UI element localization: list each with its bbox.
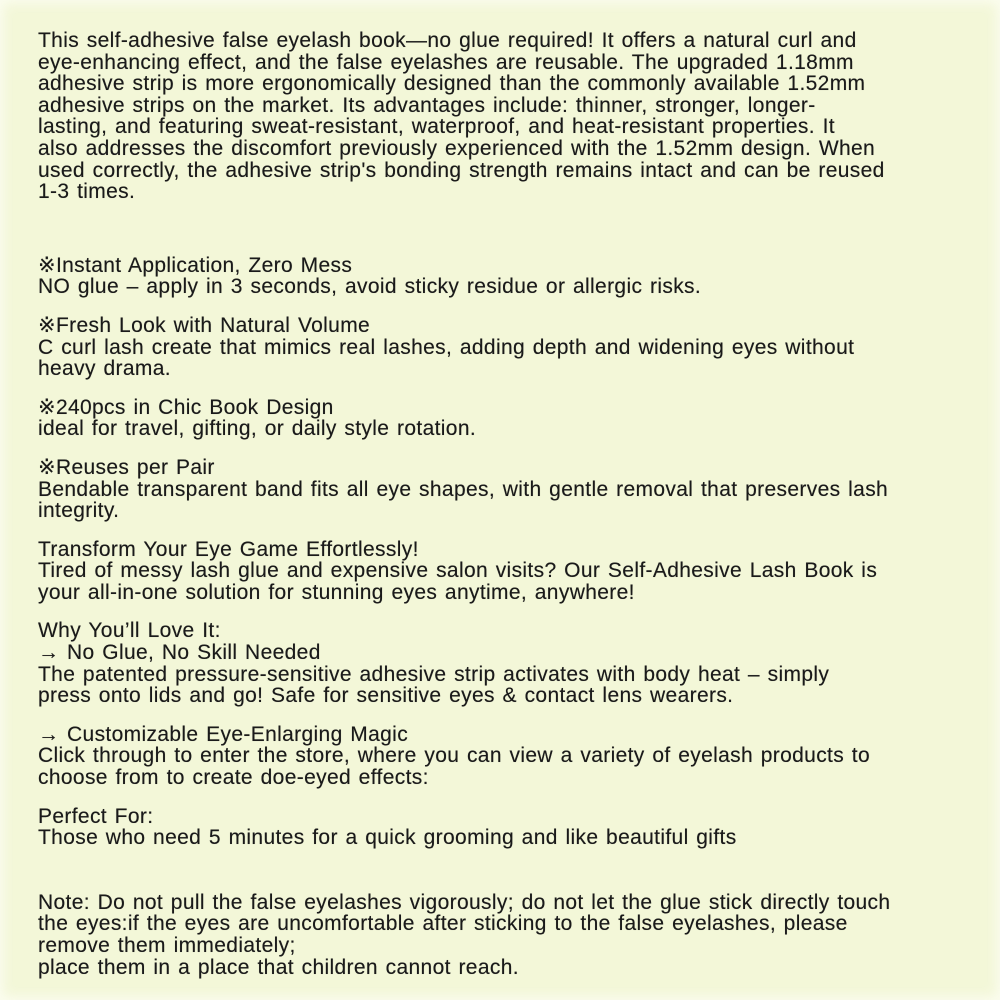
text-line: integrity. <box>38 499 120 523</box>
why-love-section <box>38 620 970 706</box>
note-section <box>38 892 970 978</box>
text-line: Note: Do not pull the false eyelashes vigorously; do not let the glue stick directly touch <box>38 890 891 914</box>
text-line: ※240pcs in Chic Book Design <box>38 395 334 419</box>
text-line: This self-adhesive false eyelash book—no glue required! It offers a natural curl and <box>38 29 857 52</box>
product-description-text <box>38 30 970 978</box>
text-line: choose from to create doe-eyed effects: <box>38 766 429 790</box>
text-line: Tired of messy lash glue and expensive salon visits? Our Self-Adhesive Lash Book is <box>38 559 878 583</box>
text-line: → Customizable Eye-Enlarging Magic <box>38 722 409 746</box>
text-line: Why You’ll Love It: <box>38 619 221 643</box>
text-line: ※Reuses per Pair <box>38 455 215 479</box>
text-line: → No Glue, No Skill Needed <box>38 641 321 665</box>
text-line: remove them immediately; <box>38 934 296 957</box>
text-line: ※Fresh Look with Natural Volume <box>38 313 371 337</box>
feature-instant-application <box>38 255 970 298</box>
text-line: place them in a place that children cannot reach. <box>38 955 519 979</box>
text-line: eye-enhancing effect, and the false eyelashes are reusable. The upgraded 1.18mm <box>38 50 854 74</box>
text-line: also addresses the discomfort previously experienced with the 1.52mm design. When <box>38 136 876 160</box>
text-line: Bendable transparent band fits all eye shapes, with gentle removal that preserves lash <box>38 477 889 501</box>
text-line: adhesive strip is more ergonomically designed than the commonly available 1.52mm <box>38 72 866 96</box>
perfect-for-section <box>38 806 970 849</box>
text-line: 1-3 times. <box>38 180 136 204</box>
transform-section <box>38 539 970 604</box>
feature-reuses-per-pair <box>38 457 970 522</box>
text-line: your all-in-one solution for stunning eyes anytime, anywhere! <box>38 580 635 604</box>
text-line: heavy drama. <box>38 357 171 381</box>
feature-natural-volume <box>38 315 970 380</box>
text-line: The patented pressure-sensitive adhesive strip activates with body heat – simply <box>38 662 830 686</box>
text-line: adhesive strips on the market. Its advantages include: thinner, stronger, longer- <box>38 93 816 117</box>
feature-book-design <box>38 397 970 440</box>
text-line: ※Instant Application, Zero Mess <box>38 253 353 277</box>
text-line: Transform Your Eye Game Effortlessly! <box>38 537 419 561</box>
text-line: press onto lids and go! Safe for sensitive eyes & contact lens wearers. <box>38 684 734 708</box>
text-line: Those who need 5 minutes for a quick grooming and like beautiful gifts <box>38 826 737 850</box>
text-line: lasting, and featuring sweat-resistant, waterproof, and heat-resistant properties. It <box>38 115 835 139</box>
customizable-section <box>38 724 970 789</box>
text-line: Perfect For: <box>38 804 154 828</box>
text-line: C curl lash create that mimics real lashes, adding depth and widening eyes without <box>38 335 855 359</box>
text-line: the eyes:if the eyes are uncomfortable after sticking to the false eyelashes, please <box>38 912 848 936</box>
text-line: used correctly, the adhesive strip's bonding strength remains intact and can be reused <box>38 158 885 182</box>
intro-paragraph <box>38 30 970 203</box>
text-line: ideal for travel, gifting, or daily style rotation. <box>38 417 477 441</box>
text-line: Click through to enter the store, where you can view a variety of eyelash products to <box>38 744 870 768</box>
text-line: NO glue – apply in 3 seconds, avoid sticky residue or allergic risks. <box>38 275 702 299</box>
